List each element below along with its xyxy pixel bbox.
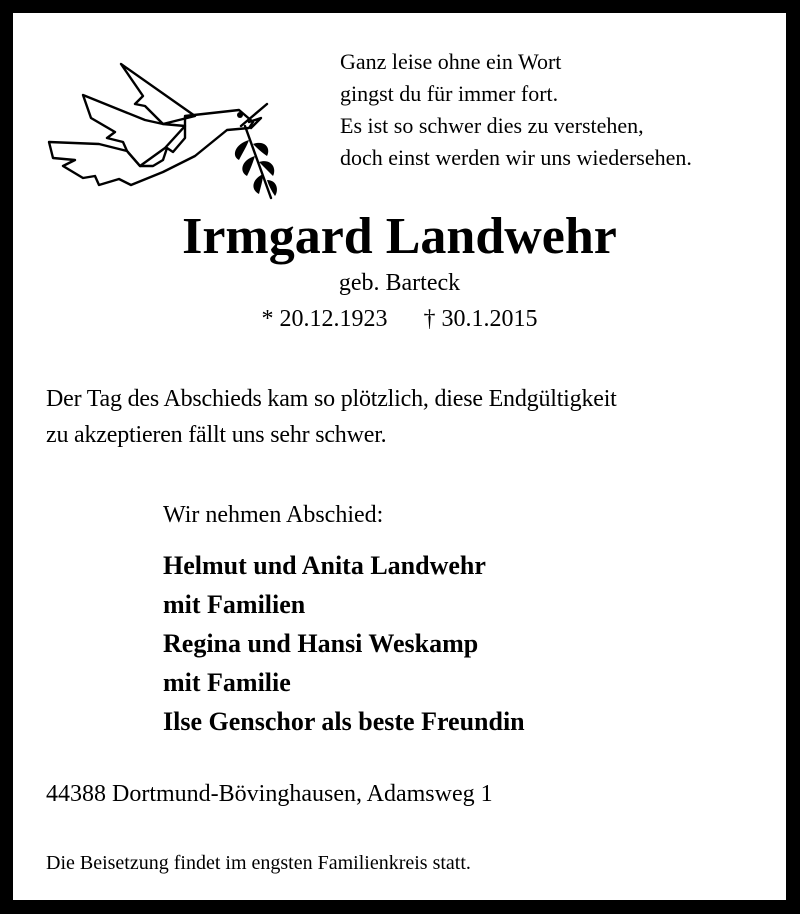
mourner: Regina und Hansi Weskamp (163, 629, 479, 658)
farewell-label: Wir nehmen Abschied: (163, 502, 384, 528)
mourner: Ilse Genschor als beste Freundin (163, 707, 525, 736)
poem-line: doch einst werden wir uns wiedersehen. (340, 145, 692, 170)
address: 44388 Dortmund-Bövinghausen, Adamsweg 1 (46, 781, 493, 807)
maiden-name: geb. Barteck (338, 270, 461, 296)
mourner: mit Familie (163, 668, 291, 697)
poem-line: Es ist so schwer dies zu verstehen, (340, 113, 644, 138)
obituary-notice (13, 13, 786, 900)
mourner: mit Familien (163, 590, 306, 619)
farewell-message (46, 381, 786, 453)
mourner: Helmut und Anita Landwehr (163, 551, 486, 580)
poem-line: Ganz leise ohne ein Wort (340, 49, 562, 74)
poem (340, 46, 692, 174)
message-line: zu akzeptieren fällt uns sehr schwer. (46, 422, 387, 448)
death-date: † 30.1.2015 (423, 306, 538, 332)
poem-line: gingst du für immer fort. (340, 81, 559, 106)
dove-with-olive-branch-icon (35, 48, 280, 203)
birth-date: * 20.12.1923 (261, 306, 388, 332)
deceased-name: Irmgard Landwehr (182, 208, 617, 265)
life-dates (13, 303, 786, 335)
burial-note: Die Beisetzung findet im engsten Familienkreis statt. (46, 852, 471, 874)
mourners-list (163, 546, 525, 741)
message-line: Der Tag des Abschieds kam so plötzlich, diese Endgültigkeit (46, 386, 617, 412)
